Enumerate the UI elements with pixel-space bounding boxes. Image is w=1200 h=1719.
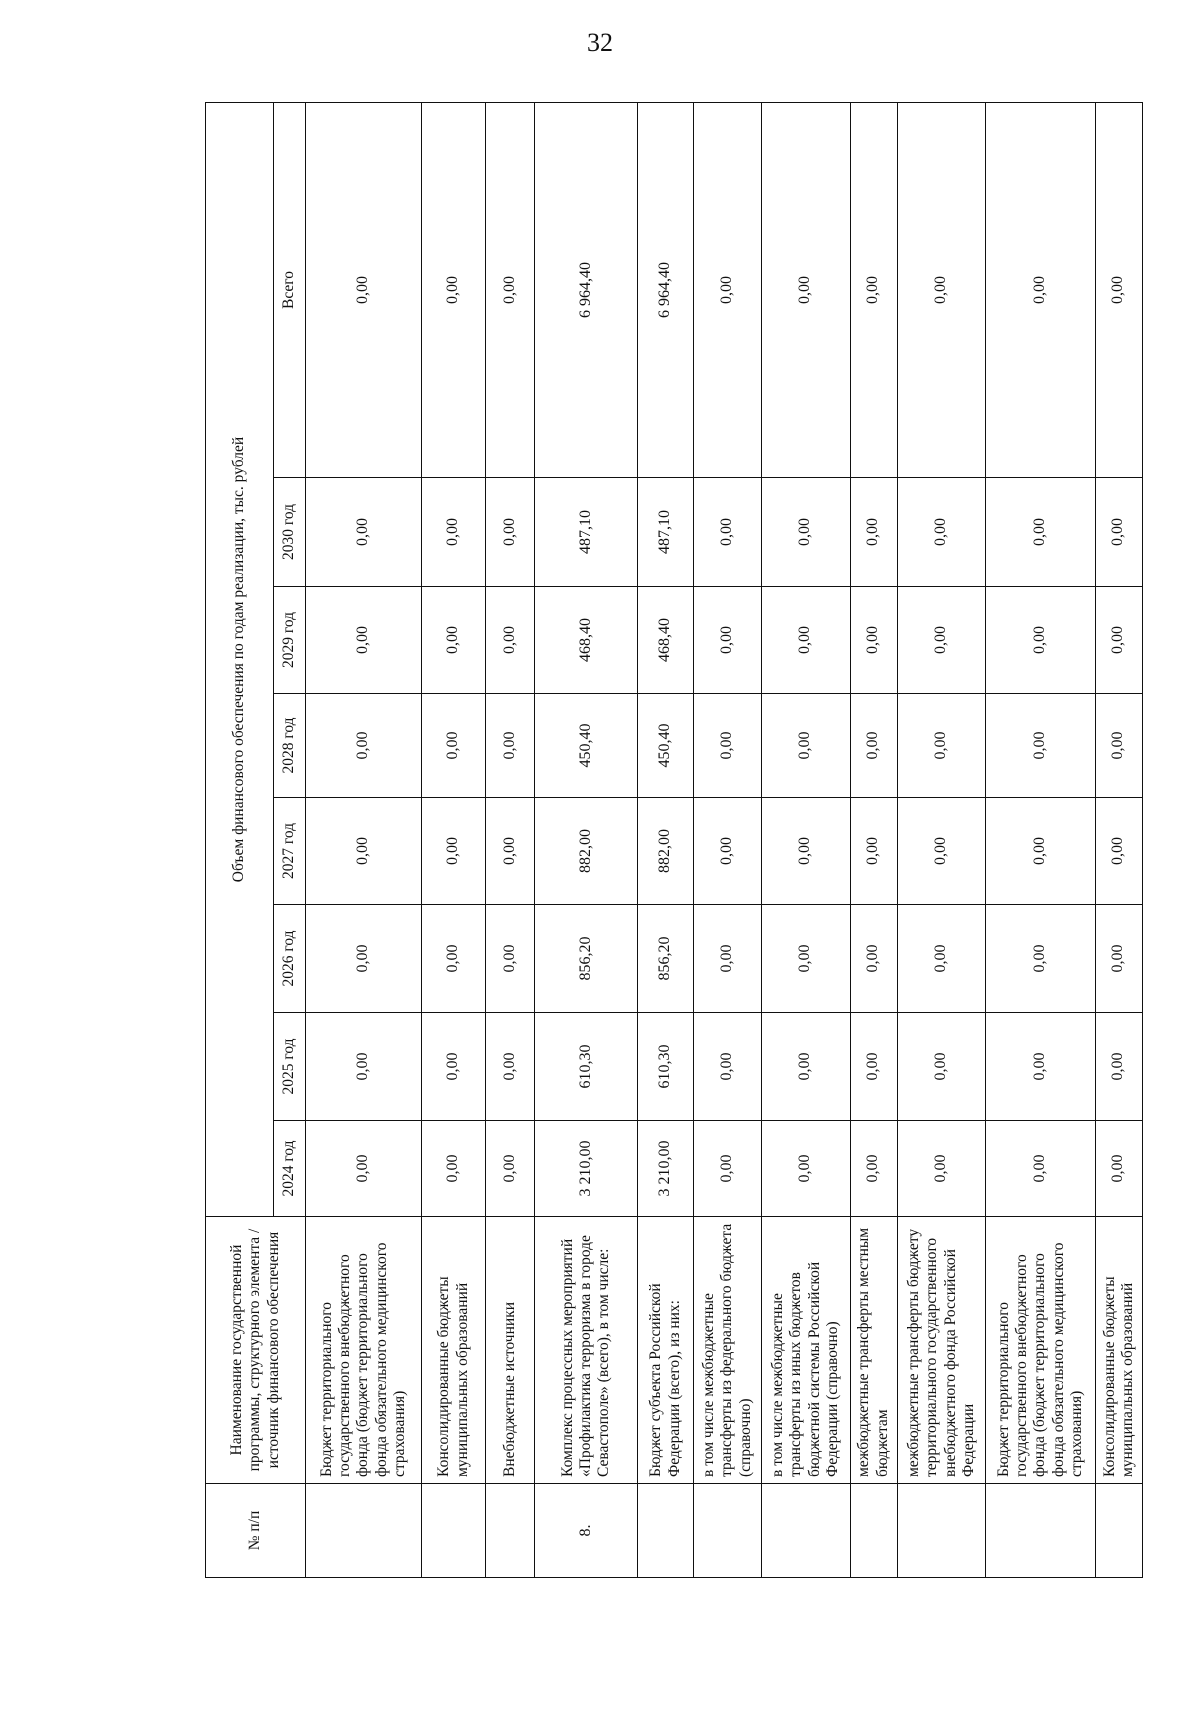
row-year-value: 0,00 xyxy=(850,478,897,587)
row-year-value: 0,00 xyxy=(761,694,850,798)
row-source-name: Комплекс процессных мероприятий «Профилактика терроризма в городе Севастополе» (всего), в том числе: xyxy=(535,1217,638,1484)
row-year-value: 0,00 xyxy=(850,1121,897,1217)
row-total-value: 0,00 xyxy=(421,103,486,478)
row-number xyxy=(897,1484,986,1578)
row-year-value: 0,00 xyxy=(1095,905,1142,1013)
row-number xyxy=(850,1484,897,1578)
row-year-value: 0,00 xyxy=(897,587,986,694)
row-year-value: 468,40 xyxy=(638,587,694,694)
header-year: 2027 год xyxy=(274,798,306,905)
row-year-value: 3 210,00 xyxy=(638,1121,694,1217)
row-year-value: 0,00 xyxy=(306,694,422,798)
row-total-value: 0,00 xyxy=(897,103,986,478)
table-wrapper xyxy=(205,103,1143,1578)
header-year: 2030 год xyxy=(274,478,306,587)
row-total-value: 0,00 xyxy=(486,103,535,478)
row-year-value: 0,00 xyxy=(486,905,535,1013)
row-year-value: 610,30 xyxy=(535,1013,638,1121)
row-number xyxy=(638,1484,694,1578)
row-year-value: 0,00 xyxy=(897,905,986,1013)
row-source-name: Бюджет территориального государственного внебюджетного фонда (бюджет территориального фонда обязательного медицинского страхования) xyxy=(306,1217,422,1484)
table-row xyxy=(897,103,986,1578)
row-year-value: 0,00 xyxy=(761,905,850,1013)
table-row xyxy=(535,103,638,1578)
row-total-value: 0,00 xyxy=(694,103,762,478)
header-financing-group: Объем финансового обеспечения по годам реализации, тыс. рублей xyxy=(206,103,274,1217)
row-source-name: Бюджет территориального государственного внебюджетного фонда (бюджет территориального фонда обязательного медицинского страхования) xyxy=(986,1217,1095,1484)
table-row xyxy=(421,103,486,1578)
row-year-value: 0,00 xyxy=(421,694,486,798)
row-year-value: 487,10 xyxy=(638,478,694,587)
row-year-value: 450,40 xyxy=(535,694,638,798)
row-source-name: Внебюджетные источники xyxy=(486,1217,535,1484)
header-year: 2026 год xyxy=(274,905,306,1013)
row-source-name: Консолидированные бюджеты муниципальных образований xyxy=(1095,1217,1142,1484)
row-year-value: 0,00 xyxy=(694,1121,762,1217)
row-year-value: 0,00 xyxy=(986,1121,1095,1217)
row-number xyxy=(694,1484,762,1578)
financing-table xyxy=(205,102,1143,1578)
row-total-value: 0,00 xyxy=(306,103,422,478)
row-year-value: 882,00 xyxy=(535,798,638,905)
row-year-value: 0,00 xyxy=(694,798,762,905)
row-year-value: 0,00 xyxy=(986,905,1095,1013)
row-year-value: 0,00 xyxy=(421,1013,486,1121)
row-year-value: 0,00 xyxy=(306,1121,422,1217)
table-row xyxy=(306,103,422,1578)
header-year: 2028 год xyxy=(274,694,306,798)
row-year-value: 0,00 xyxy=(1095,587,1142,694)
row-year-value: 0,00 xyxy=(986,478,1095,587)
row-year-value: 0,00 xyxy=(850,798,897,905)
header-row-1 xyxy=(206,103,274,1578)
row-year-value: 0,00 xyxy=(694,1013,762,1121)
row-number xyxy=(306,1484,422,1578)
rotated-table-container xyxy=(205,103,1143,1578)
row-year-value: 0,00 xyxy=(986,1013,1095,1121)
row-year-value: 0,00 xyxy=(486,1121,535,1217)
table-row xyxy=(638,103,694,1578)
table-row xyxy=(850,103,897,1578)
row-total-value: 0,00 xyxy=(986,103,1095,478)
row-year-value: 0,00 xyxy=(486,1013,535,1121)
row-number xyxy=(761,1484,850,1578)
row-year-value: 0,00 xyxy=(306,587,422,694)
row-year-value: 856,20 xyxy=(535,905,638,1013)
header-year: 2025 год xyxy=(274,1013,306,1121)
row-year-value: 0,00 xyxy=(761,587,850,694)
row-year-value: 0,00 xyxy=(486,798,535,905)
row-year-value: 0,00 xyxy=(486,587,535,694)
row-year-value: 0,00 xyxy=(986,798,1095,905)
header-total: Всего xyxy=(274,103,306,478)
row-total-value: 0,00 xyxy=(1095,103,1142,478)
row-number xyxy=(486,1484,535,1578)
row-year-value: 487,10 xyxy=(535,478,638,587)
row-year-value: 0,00 xyxy=(850,905,897,1013)
page-number: 32 xyxy=(587,28,613,57)
row-total-value: 6 964,40 xyxy=(535,103,638,478)
row-number xyxy=(421,1484,486,1578)
header-year: 2029 год xyxy=(274,587,306,694)
row-number xyxy=(1095,1484,1142,1578)
table-body xyxy=(306,103,1143,1578)
row-source-name: Бюджет субъекта Российской Федерации (всего), из них: xyxy=(638,1217,694,1484)
row-year-value: 0,00 xyxy=(897,1013,986,1121)
row-year-value: 0,00 xyxy=(1095,694,1142,798)
row-year-value: 0,00 xyxy=(1095,798,1142,905)
row-year-value: 0,00 xyxy=(486,694,535,798)
row-year-value: 856,20 xyxy=(638,905,694,1013)
row-source-name: в том числе межбюджетные трансферты из иных бюджетов бюджетной системы Российской Федерации (справочно) xyxy=(761,1217,850,1484)
row-year-value: 0,00 xyxy=(694,905,762,1013)
row-year-value: 0,00 xyxy=(306,798,422,905)
row-year-value: 0,00 xyxy=(986,694,1095,798)
row-year-value: 0,00 xyxy=(306,905,422,1013)
row-year-value: 610,30 xyxy=(638,1013,694,1121)
row-source-name: Консолидированные бюджеты муниципальных образований xyxy=(421,1217,486,1484)
row-source-name: межбюджетные трансферты местным бюджетам xyxy=(850,1217,897,1484)
row-year-value: 0,00 xyxy=(421,587,486,694)
row-year-value: 0,00 xyxy=(306,478,422,587)
table-row xyxy=(761,103,850,1578)
row-year-value: 0,00 xyxy=(694,694,762,798)
row-year-value: 0,00 xyxy=(421,478,486,587)
row-year-value: 0,00 xyxy=(694,587,762,694)
row-year-value: 0,00 xyxy=(850,1013,897,1121)
row-year-value: 0,00 xyxy=(761,478,850,587)
row-year-value: 0,00 xyxy=(486,478,535,587)
table-row xyxy=(694,103,762,1578)
row-year-value: 468,40 xyxy=(535,587,638,694)
row-total-value: 0,00 xyxy=(850,103,897,478)
row-year-value: 0,00 xyxy=(850,587,897,694)
row-year-value: 0,00 xyxy=(694,478,762,587)
table-row xyxy=(1095,103,1142,1578)
row-year-value: 0,00 xyxy=(897,1121,986,1217)
row-year-value: 0,00 xyxy=(761,1121,850,1217)
row-year-value: 0,00 xyxy=(421,798,486,905)
row-year-value: 882,00 xyxy=(638,798,694,905)
row-year-value: 0,00 xyxy=(897,478,986,587)
table-row xyxy=(486,103,535,1578)
row-year-value: 0,00 xyxy=(421,1121,486,1217)
row-number: 8. xyxy=(535,1484,638,1578)
row-year-value: 0,00 xyxy=(986,587,1095,694)
row-source-name: в том числе межбюджетные трансферты из федерального бюджета (справочно) xyxy=(694,1217,762,1484)
header-year: 2024 год xyxy=(274,1121,306,1217)
row-total-value: 6 964,40 xyxy=(638,103,694,478)
row-year-value: 450,40 xyxy=(638,694,694,798)
row-year-value: 0,00 xyxy=(761,798,850,905)
row-year-value: 0,00 xyxy=(421,905,486,1013)
table-row xyxy=(986,103,1095,1578)
row-year-value: 0,00 xyxy=(1095,1121,1142,1217)
row-year-value: 0,00 xyxy=(1095,478,1142,587)
row-year-value: 3 210,00 xyxy=(535,1121,638,1217)
row-year-value: 0,00 xyxy=(850,694,897,798)
row-number xyxy=(986,1484,1095,1578)
header-name: Наименование государственной программы, структурного элемента / источник финансового обеспечения xyxy=(206,1217,306,1484)
row-year-value: 0,00 xyxy=(897,798,986,905)
row-year-value: 0,00 xyxy=(1095,1013,1142,1121)
header-number: № п/п xyxy=(206,1484,306,1578)
row-year-value: 0,00 xyxy=(761,1013,850,1121)
row-source-name: межбюджетные трансферты бюджету территориального государственного внебюджетного фонда Российской Федерации xyxy=(897,1217,986,1484)
row-year-value: 0,00 xyxy=(306,1013,422,1121)
row-total-value: 0,00 xyxy=(761,103,850,478)
row-year-value: 0,00 xyxy=(897,694,986,798)
